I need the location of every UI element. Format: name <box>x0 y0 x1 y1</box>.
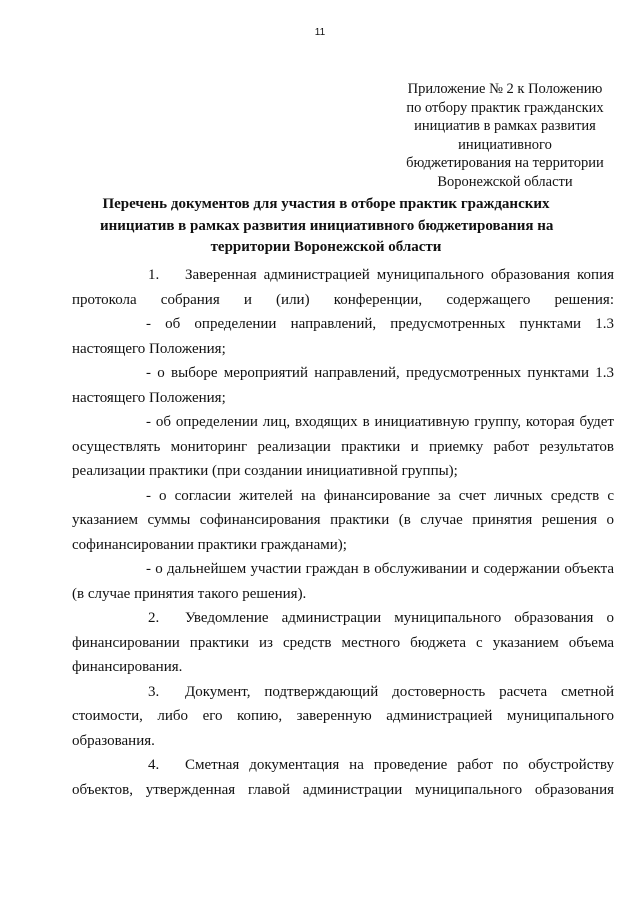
title-line: территории Воронежской области <box>210 239 442 255</box>
paragraph-line: осуществлять мониторинг реализации практики и приемку работ результатов <box>72 438 614 455</box>
paragraph-line: указанием суммы софинансирования практики (в случае принятия решения о <box>72 512 614 528</box>
item-number: 2. <box>148 610 160 626</box>
paragraph-line: (в случае принятия такого решения). <box>72 585 307 602</box>
appendix-line: по отбору практик гражданских <box>406 99 604 116</box>
sub-item <box>72 361 614 410</box>
paragraph-line: софинансировании практики гражданами); <box>72 536 347 553</box>
appendix-line: бюджетирования на территории <box>406 155 604 172</box>
paragraph-line: реализации практики (при создании инициативной группы); <box>72 463 458 479</box>
paragraph-line: финансирования. <box>72 659 183 675</box>
paragraph-line: протокола собрания и (или) конференции, содержащего решения: <box>72 291 614 308</box>
paragraph-line: Документ, подтверждающий достоверность расчета сметной <box>185 683 614 700</box>
item-number: 4. <box>148 757 160 773</box>
document-title <box>100 194 552 259</box>
document-body <box>72 263 614 802</box>
appendix-header <box>385 80 625 192</box>
page-number: 11 <box>314 27 326 38</box>
paragraph-line: стоимости, либо его копию, заверенную администрацией муниципального <box>72 708 614 724</box>
paragraph-line: Заверенная администрацией муниципального образования копия <box>185 267 614 283</box>
list-item-1 <box>72 263 614 312</box>
item-number: 1. <box>148 267 160 283</box>
appendix-line: инициативного <box>458 136 552 153</box>
appendix-line: Воронежской области <box>437 173 573 190</box>
title-line: Перечень документов для участия в отборе практик гражданских <box>102 196 550 212</box>
sub-item <box>72 410 614 484</box>
title-line: инициатив в рамках развития инициативного бюджетирования на <box>100 217 554 234</box>
paragraph-line: - о дальнейшем участии граждан в обслуживании и содержании объекта <box>146 561 614 577</box>
list-item-4 <box>72 753 614 802</box>
paragraph-line: объектов, утвержденная главой администрации муниципального образования <box>72 781 614 798</box>
appendix-line: Приложение № 2 к Положению <box>407 81 603 97</box>
list-item-3 <box>72 680 614 754</box>
sub-item <box>72 312 614 361</box>
paragraph-line: - о согласии жителей на финансирование за счет личных средств с <box>146 487 614 504</box>
sub-item <box>72 557 614 606</box>
paragraph-line: настоящего Положения; <box>72 340 226 357</box>
paragraph-line: Сметная документация на проведение работ по обустройству <box>185 757 614 773</box>
appendix-line: инициатив в рамках развития <box>414 118 596 135</box>
list-item-2 <box>72 606 614 680</box>
paragraph-line: - о выборе мероприятий направлений, предусмотренных пунктами 1.3 <box>146 365 614 381</box>
paragraph-line: настоящего Положения; <box>72 389 226 406</box>
paragraph-line: - об определении лиц, входящих в инициативную группу, которая будет <box>146 414 614 430</box>
item-number: 3. <box>148 683 160 700</box>
sub-item <box>72 484 614 558</box>
paragraph-line: Уведомление администрации муниципального образования о <box>185 610 614 626</box>
paragraph-line: - об определении направлений, предусмотренных пунктами 1.3 <box>146 316 614 332</box>
paragraph-line: финансировании практики из средств местного бюджета с указанием объема <box>72 634 614 651</box>
paragraph-line: образования. <box>72 732 155 749</box>
